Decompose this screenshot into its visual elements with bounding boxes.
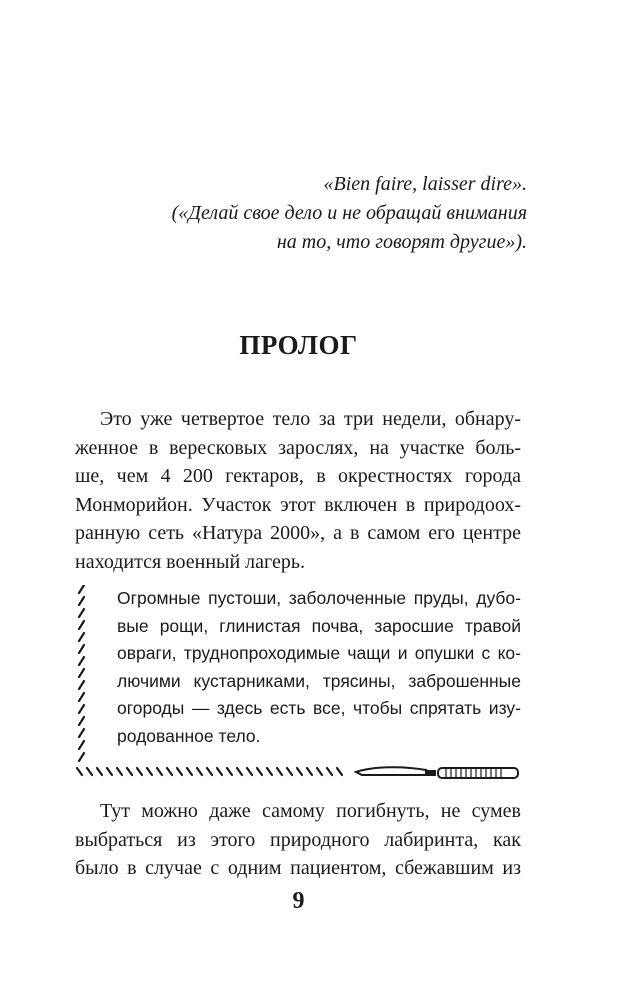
text-line: было в случае с одним пациентом, сбежавшим из: [75, 857, 521, 879]
aside-line: вые рощи, глинистая почва, заросшие травой: [117, 615, 521, 636]
body-paragraph: [75, 797, 521, 883]
scalpel-icon: [356, 767, 518, 778]
aside-line: овраги, труднопроходимые чащи и опушки с ко-: [117, 643, 521, 663]
text-line: выбраться из этого природного лабиринта, как: [75, 828, 521, 851]
aside-line: Огромные пустоши, заболоченные пруды, дубо-: [117, 588, 521, 608]
text-line: женное в вересковых зарослях, на участке боль-: [75, 436, 521, 459]
hatch-vertical-border: [79, 585, 84, 761]
text-line: ше, чем 4 200 гектаров, в окрестностях города: [75, 465, 521, 487]
text-line: Это уже четвертое тело за три недели, обнару-: [100, 408, 521, 430]
page-number: 9: [292, 888, 305, 914]
epigraph-line: «Bien faire, laisser dire».: [323, 173, 527, 195]
text-line: Тут можно даже самому погибнуть, не сумев: [100, 800, 521, 822]
aside-line: лючими кустарниками, трясины, заброшенные: [117, 670, 521, 691]
aside-line: родованное тело.: [117, 725, 261, 746]
chapter-title: ПРОЛОГ: [239, 330, 358, 360]
aside-block: [117, 585, 521, 750]
text-line: Монморийон. Участок этот включен в природоох-: [75, 493, 521, 516]
text-line: ранную сеть «Натура 2000», а в самом его центре: [75, 522, 521, 544]
epigraph-line: на то, что говорят другие»).: [276, 231, 527, 253]
epigraph-line: («Делай свое дело и не обращай внимания: [171, 202, 527, 224]
hatch-horizontal-border: [77, 768, 342, 775]
epigraph: [87, 170, 527, 257]
body-paragraph: [75, 405, 521, 576]
aside-line: огороды — здесь есть все, чтобы спрятать изу-: [117, 698, 521, 718]
text-line: находится военный лагерь.: [75, 550, 305, 573]
